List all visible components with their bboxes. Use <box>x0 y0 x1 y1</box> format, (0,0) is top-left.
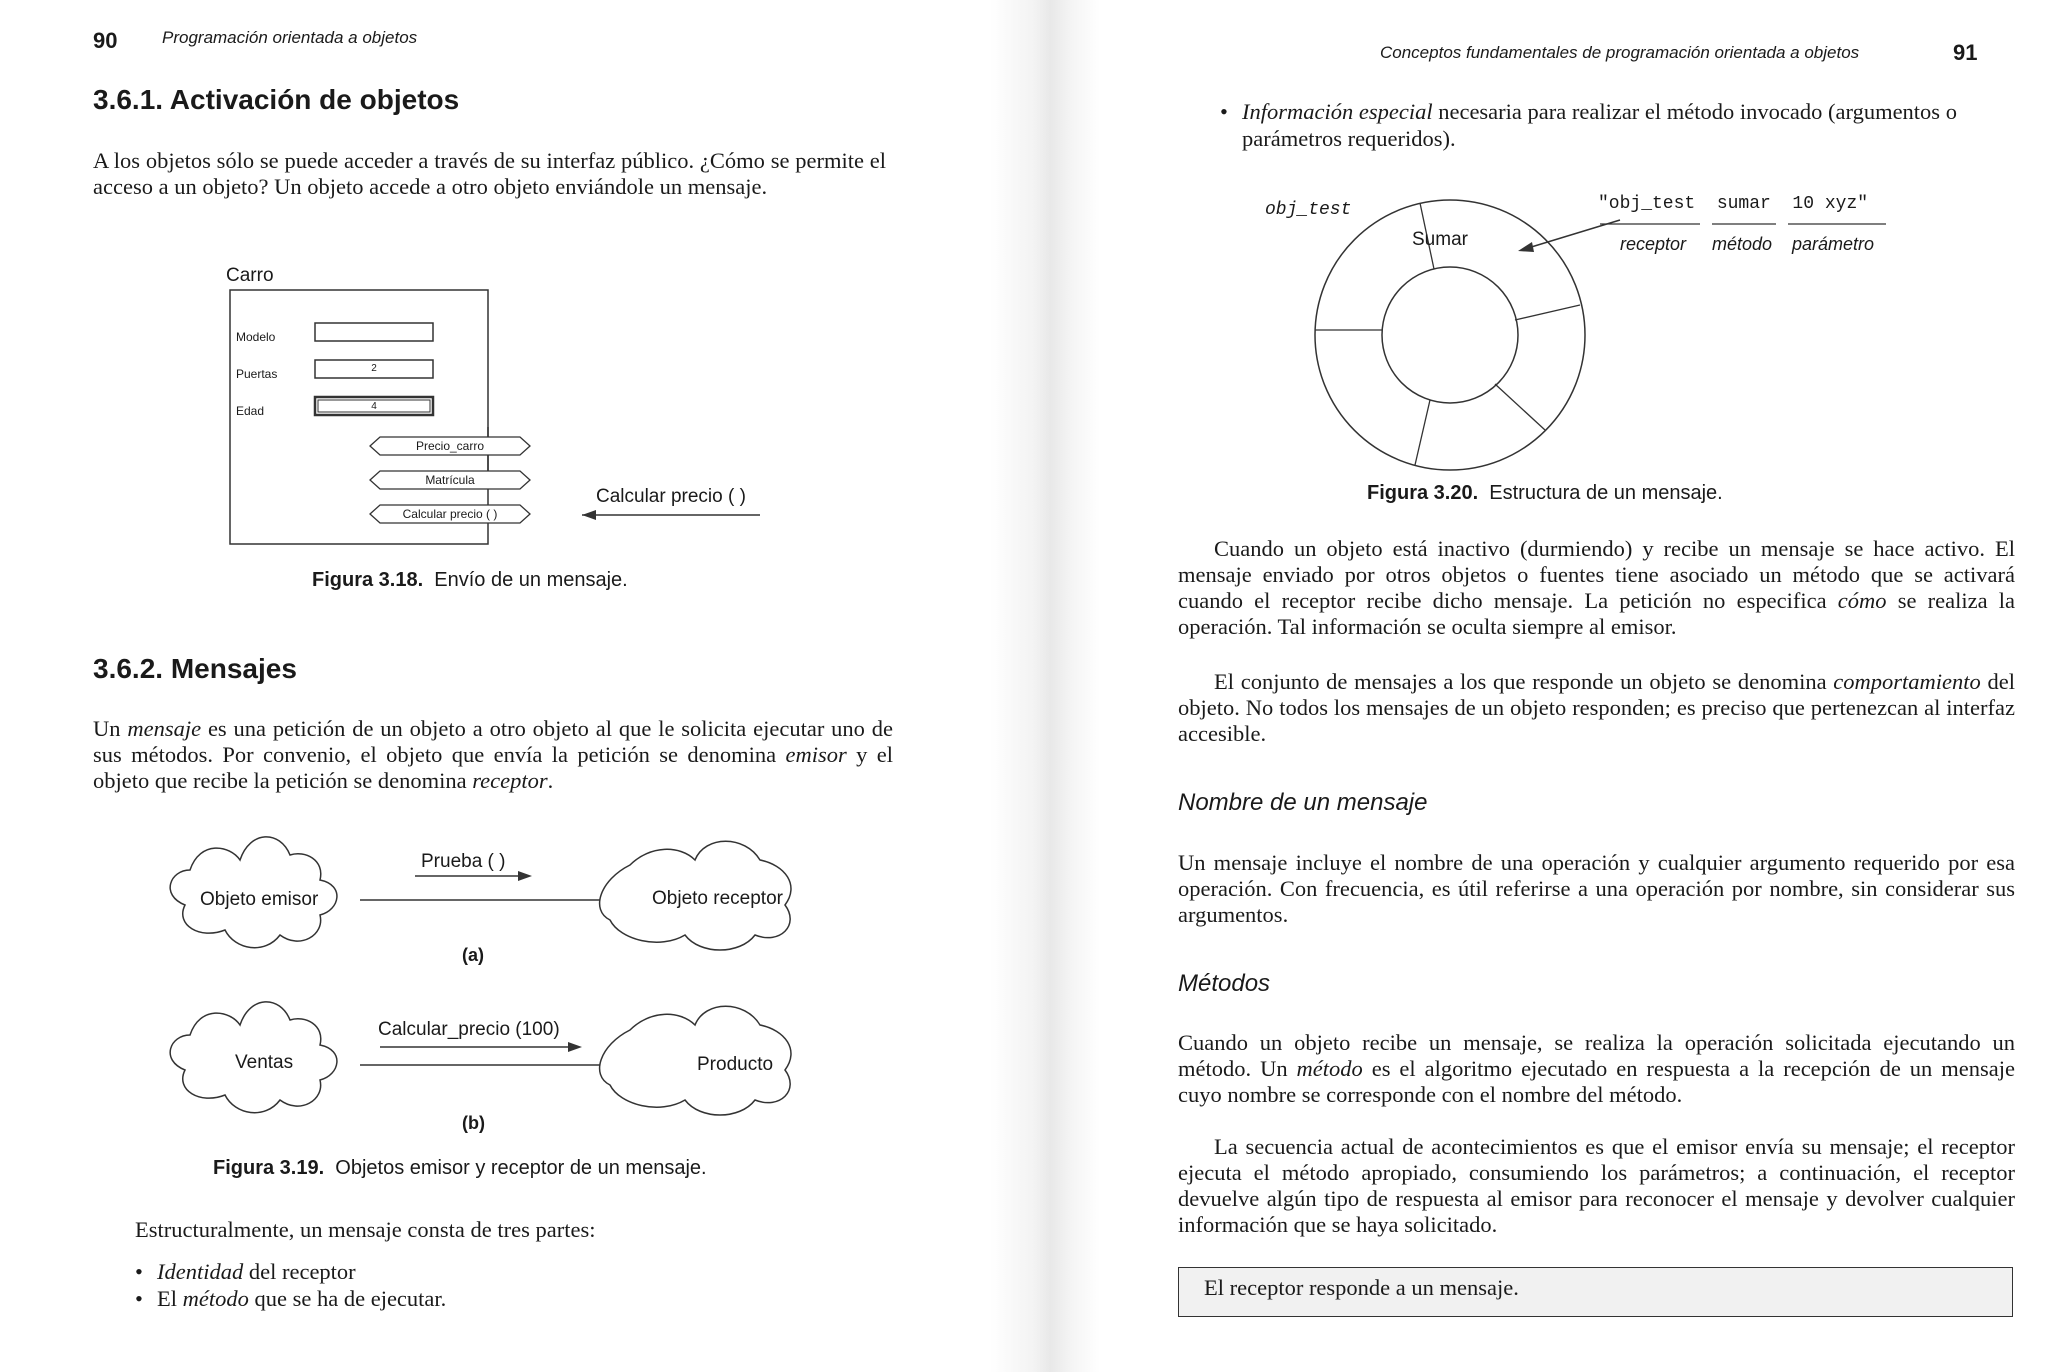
paragraph-comportamiento: El conjunto de mensajes a los que responde un objeto se denomina comportamiento del objeto. No todos los mensajes de un objeto responden; es preciso que pertenezcan al interfaz accesible. <box>1178 669 2015 746</box>
field-box-modelo <box>315 323 433 341</box>
structure-intro: Estructuralmente, un mensaje consta de tres partes: <box>135 1217 596 1242</box>
field-label-edad: Edad <box>236 404 265 418</box>
paragraph-mensajes: Un mensaje es una petición de un objeto a otro objeto al que le solicita ejecutar uno de sus métodos. Por convenio, el objeto que envía la petición se denomina emisor y el objeto que recibe la petición se denomina receptor. <box>93 716 894 793</box>
figure-3-18-caption <box>312 569 628 592</box>
section-heading-activacion: 3.6.1. Activación de objetos <box>93 84 460 115</box>
subheading-nombre-mensaje: Nombre de un mensaje <box>1178 789 1428 816</box>
right-page-number: 91 <box>1953 40 1978 65</box>
method-calcular-precio: Calcular precio ( ) <box>402 507 498 521</box>
field-value-puertas: 2 <box>371 363 377 374</box>
right-page <box>1040 0 2048 1372</box>
section-heading-mensajes: 3.6.2. Mensajes <box>93 653 297 684</box>
message-parts-list-continued <box>1220 98 2010 152</box>
message-b-label: Calcular_precio (100) <box>378 1019 560 1040</box>
sender-a-label: Objeto emisor <box>200 889 319 910</box>
paragraph-activacion: A los objetos sólo se puede acceder a través de su interfaz público. ¿Cómo se permite el acceso a un objeto? Un objeto accede a otro objeto enviándole un mensaje. <box>93 148 886 199</box>
field-label-puertas: Puertas <box>236 367 278 381</box>
object-name-label: obj_test <box>1265 200 1352 220</box>
receiver-b-label: Producto <box>697 1054 774 1075</box>
method-matricula: Matrícula <box>425 473 475 487</box>
paragraph-nombre-mensaje: Un mensaje incluye el nombre de una operación y cualquier argumento requerido por esa operación. Con frecuencia, es útil referirse a una operación por nombre, sin considerar sus argumentos. <box>1178 850 2015 927</box>
incoming-message-label: Calcular precio ( ) <box>596 486 746 507</box>
part-label-receptor: receptor <box>1620 234 1687 254</box>
sender-b-label: Ventas <box>235 1052 294 1073</box>
paragraph-metodos-1: Cuando un objeto recibe un mensaje, se realiza la operación solicitada ejecutando un método. Un método es el algoritmo ejecutado en respuesta a la recepción de un mensaje cuyo nombre se corresponde con el nombre del método. <box>1178 1030 2015 1107</box>
paragraph-metodos-2: La secuencia actual de acontecimientos es que el emisor envía su mensaje; el receptor ejecuta el método apropiado, consumiendo los parámetros; a continuación, el receptor devuelve algún tipo de respuesta al emisor para reconocer el mensaje y devolver cualquier información que se haya solicitado. <box>1178 1134 2015 1237</box>
message-arrowhead <box>582 510 596 520</box>
receiver-a-label: Objeto receptor <box>652 888 783 909</box>
boxed-highlight: El receptor responde a un mensaje. <box>1178 1267 2013 1317</box>
subheading-metodos: Métodos <box>1178 970 1271 997</box>
method-sumar-label: Sumar <box>1412 229 1468 250</box>
caption-number: Figura 3.18. <box>312 569 424 591</box>
subfigure-b-label: (b) <box>462 1113 485 1133</box>
figure-3-19-caption: Figura 3.19. Objetos emisor y receptor de un mensaje. <box>213 1157 707 1179</box>
part-label-parametro: parámetro <box>1792 234 1875 254</box>
list-item: • Identidad del receptor <box>135 1258 895 1285</box>
carro-label: Carro <box>226 265 274 286</box>
left-page <box>0 0 1010 1372</box>
message-parts-list <box>135 1258 895 1312</box>
message-structure-text: "obj_test sumar 10 xyz" <box>1598 194 1869 214</box>
field-label-modelo: Modelo <box>236 330 276 344</box>
right-running-head: Conceptos fundamentales de programación orientada a objetos <box>1380 43 1860 62</box>
subfigure-a-label: (a) <box>462 945 484 965</box>
list-item: • El método que se ha de ejecutar. <box>135 1285 895 1312</box>
field-value-edad: 4 <box>371 401 377 412</box>
left-running-head: Programación orientada a objetos <box>162 28 418 47</box>
method-precio-carro: Precio_carro <box>415 439 485 453</box>
list-item: • Información especial necesaria para realizar el método invocado (argumentos o parámetros requeridos). <box>1220 98 2010 152</box>
left-page-number: 90 <box>93 28 118 53</box>
object-inner-circle <box>1382 267 1518 403</box>
figure-3-19-diagram <box>160 825 840 1155</box>
paragraph-inactive-object: Cuando un objeto está inactivo (durmiendo) y recibe un mensaje se hace activo. El mensaje enviado por otros objetos o fuentes tiene asociado un método que se activará cuando el receptor recibe dicho mensaje. La petición no especifica cómo se realiza la operación. Tal información se oculta siempre al emisor. <box>1178 536 2015 639</box>
caption-text: Envío de un mensaje. <box>434 569 628 591</box>
part-label-metodo: método <box>1712 234 1773 254</box>
message-a-label: Prueba ( ) <box>421 851 506 872</box>
figure-3-20-caption: Figura 3.20. Estructura de un mensaje. <box>1367 482 1723 504</box>
